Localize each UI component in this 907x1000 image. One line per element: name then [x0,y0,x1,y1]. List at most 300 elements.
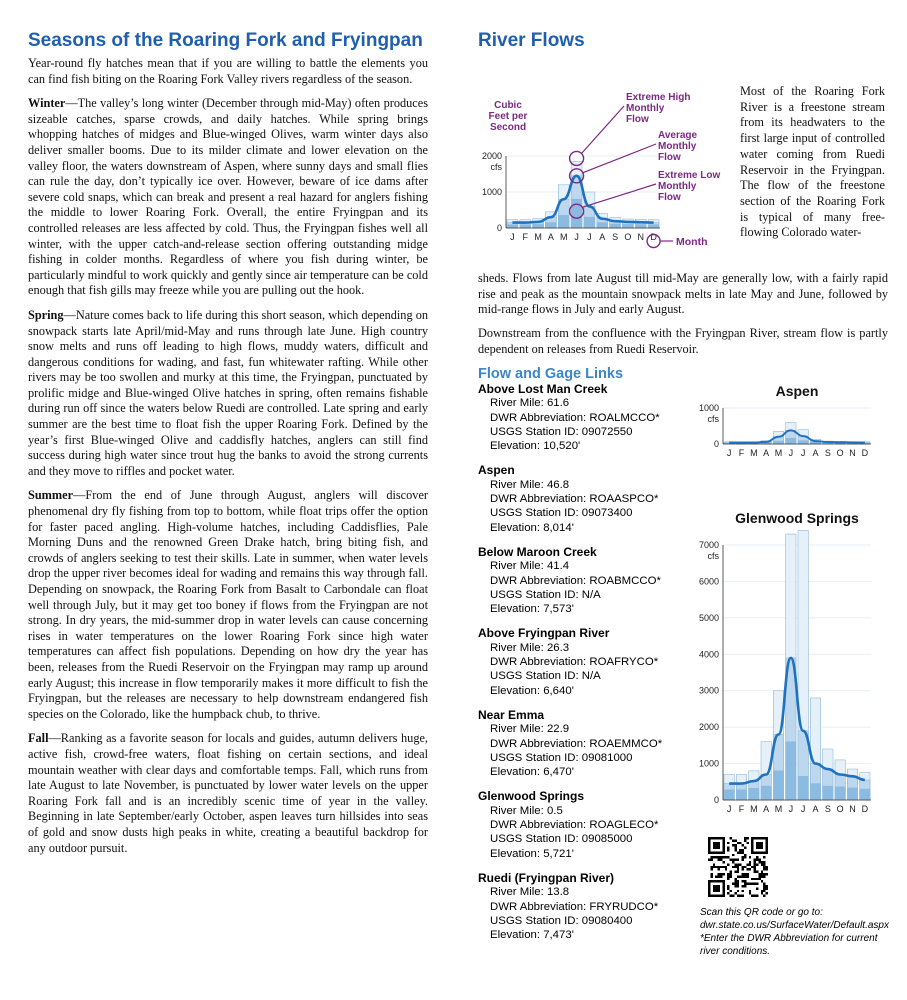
qr-module [742,859,744,861]
qr-module [718,868,720,870]
annotation-average: Average [658,130,698,141]
gage-river-mile: River Mile: 61.6 [490,397,570,410]
qr-module [710,868,712,870]
bar-low [648,225,659,228]
x-tick-label: J [510,232,515,242]
qr-module [763,890,765,892]
fall-label: Fall [28,731,49,746]
qr-module [746,883,748,885]
qr-module [761,861,763,863]
bar-low [520,225,531,228]
river-flows-column [478,30,889,957]
qr-module [744,856,746,858]
gage-list [478,382,693,942]
qr-module [744,866,746,868]
bar-low [635,225,646,228]
qr-finder [713,885,720,892]
annotation-average: Monthly [658,141,697,152]
spring-text: —Nature comes back to life during this short season, which depending on snowpack starts late April/mid-May and runs through late June. High country snow melts and runs off leading to high flows, muddy waters, difficult and dangerous conditions for wading, and fast, fun whitewater rafting. While other rivers may be too swollen and murky at this time, the Fryingpan, punctuated by prolific midge and Blue-winged Olive hatches in spring, often remains fishable during run off since the waters below Ruedi are controlled. Late spring and early summer are the best time to float fish the upper Roaring Fork. Defined by the year’s first Blue-winged Olive and caddisfly hatches, anglers can still find success during high water since trout hug the banks to avoid the strong currents and they move to riffles and pocket water. [28,307,428,478]
qr-module [746,863,748,865]
qr-module [742,844,744,846]
x-tick-label: M [534,232,542,242]
bar-low [798,776,808,800]
gage-dwr-abbreviation: DWR Abbreviation: ROABMCCO* [490,574,661,587]
seasons-title: Seasons of the Roaring Fork and Fryingpan [28,30,423,51]
qr-module [720,875,722,877]
qr-module [751,883,753,885]
qr-module [730,875,732,877]
annotation-extreme-high: Monthly [626,103,665,114]
x-tick-label: O [836,448,844,458]
qr-module [758,875,760,877]
y-tick-label: 0 [496,223,502,233]
qr-module [756,887,758,889]
y-tick-label: 1000 [481,187,502,197]
qr-module [763,873,765,875]
x-tick-label: J [788,448,794,458]
qr-module [761,880,763,882]
gage-river-mile: River Mile: 41.4 [490,560,570,573]
qr-module [722,873,724,875]
gage-river-mile: River Mile: 22.9 [490,723,570,736]
x-tick-label: S [824,804,831,814]
bar-low [584,217,595,228]
qr-module [732,861,734,863]
qr-module [734,849,736,851]
annotation-extreme-high: Extreme High [626,92,691,103]
y-tick-label: 2000 [698,722,719,733]
flow-legend-chart [478,58,733,248]
qr-module [737,863,739,865]
qr-module [761,871,763,873]
qr-module [734,871,736,873]
qr-module [737,866,739,868]
qr-module [749,890,751,892]
qr-module [737,880,739,882]
bar-low [847,788,857,800]
qr-module [737,883,739,885]
qr-module [727,892,729,894]
qr-module [730,890,732,892]
y-tick-label: 0 [713,795,719,805]
qr-module [749,892,751,894]
qr-module [713,863,715,865]
annotation-leader [582,106,624,153]
qr-module [734,839,736,841]
bar-low [507,225,518,228]
y-tick-label: 1000 [698,403,719,413]
qr-module [758,859,760,861]
qr-module [734,859,736,861]
qr-caption [700,906,890,958]
annotation-extreme-high: Flow [626,114,649,125]
river-flows-top [478,56,888,271]
qr-module [742,866,744,868]
x-tick-label: O [624,232,632,242]
qr-module [727,873,729,875]
qr-module [754,878,756,880]
qr-module [739,842,741,844]
qr-module [751,878,753,880]
qr-module [730,873,732,875]
qr-module [751,866,753,868]
qr-module [744,837,746,839]
x-tick-label: D [861,804,869,814]
bar-low [786,742,796,800]
qr-module [744,880,746,882]
x-tick-label: A [547,232,554,242]
y-axis-title: Second [489,122,527,133]
qr-module [713,866,715,868]
x-tick-label: J [788,804,794,814]
gage-usgs-station-id: USGS Station ID: 09072550 [490,425,633,438]
qr-module [718,859,720,861]
bar-low [546,223,557,228]
y-tick-label: 6000 [698,576,719,587]
qr-finder [756,842,763,849]
qr-module [734,885,736,887]
y-unit-label: cfs [490,162,502,172]
y-tick-label: 3000 [698,685,719,696]
qr-module [754,895,756,897]
qr-module [766,885,768,887]
spring-paragraph [28,308,428,480]
y-tick-label: 5000 [698,612,719,623]
qr-module [720,866,722,868]
qr-module [732,883,734,885]
bar-low [736,790,746,800]
winter-paragraph [28,96,428,299]
qr-module [766,873,768,875]
gage-name: Aspen [478,463,515,478]
bar-low [558,215,569,228]
bar-low [786,438,796,444]
bar-low [623,224,634,228]
flow-continued-text: sheds. Flows from late August till mid-May are generally low, with a fairly rapid rise and peak as the mountain snowpack melts in late May and June, followed by mid-range flows in July and early August. [478,271,888,317]
qr-module [715,866,717,868]
y-unit-label: cfs [707,414,719,424]
qr-module [756,895,758,897]
qr-module [766,868,768,870]
qr-module [727,878,729,880]
gage-usgs-station-id: USGS Station ID: 09073400 [490,507,633,520]
qr-module [710,875,712,877]
qr-module [737,885,739,887]
qr-module [749,883,751,885]
qr-module [756,871,758,873]
qr-module [754,859,756,861]
qr-caption-line3: *Enter the DWR Abbreviation for current [700,933,878,944]
bar-low [860,789,870,800]
qr-module [744,885,746,887]
x-tick-label: A [763,804,770,814]
qr-caption-line1: Scan this QR code or go to: [700,907,823,918]
qr-code[interactable] [708,837,768,897]
gage-name: Above Fryingpan River [478,626,610,641]
qr-module [744,854,746,856]
gage-links-list [478,366,693,952]
qr-module [734,883,736,885]
qr-module [739,875,741,877]
qr-module [763,868,765,870]
gage-elevation: Elevation: 6,640' [490,684,574,697]
qr-module [732,866,734,868]
qr-module [761,890,763,892]
qr-module [756,856,758,858]
gage-usgs-station-id: USGS Station ID: N/A [490,670,601,683]
qr-module [763,895,765,897]
x-tick-label: N [849,448,856,458]
gage-dwr-abbreviation: DWR Abbreviation: ROAEMMCO* [490,737,663,750]
qr-module [737,875,739,877]
qr-module [732,844,734,846]
x-tick-label: A [599,232,606,242]
qr-module [754,871,756,873]
gage-entry [478,708,693,779]
qr-module [746,873,748,875]
summer-label: Summer [28,488,74,503]
summer-text: —From the end of June through August, anglers will discover phenomenal dry fly fishing from top to bottom, while float trips offer the option for faster paced angling. High-volume hatches, including Caddisflies, Pale Morning Duns and the renowned Green Drake hatch, bring biting fish, and crowds of anglers seeking to test their skills. Late in summer, when water levels drop the upper river becomes ideal for wading and remains this way through fall. Depending on snowpack, the Roaring Fork from Basalt to Carbondale can float well through July, but it may get too boney if flows from the Fryingpan are not strong. In dry years, the mid-summer drop in water levels can cause concerning rises in water temperatures on the lower Roaring Fork since high water temperatures can affect fish populations. Depending on how dry the year has been, releases from the Ruedi Reservoir on the Fryingpan may ramp up around early August; this increase in flow temporarily makes it more difficult to fish the Fryingpan, but the releases are necessary to help downstream endangered fish species on the Colorado, like the humpback chub, to thrive. [28,488,428,721]
bar-low [798,441,808,444]
qr-module [710,859,712,861]
glenwood-springs-chart [693,508,873,823]
gage-entry [478,382,693,453]
gage-usgs-station-id: USGS Station ID: 09085000 [490,833,633,846]
gage-elevation: Elevation: 8,014' [490,521,574,534]
qr-module [749,856,751,858]
qr-module [727,856,729,858]
gage-entry [478,626,693,697]
gage-name: Glenwood Springs [478,789,585,804]
y-unit-label: cfs [707,551,719,561]
x-tick-label: N [637,232,644,242]
annotation-leader [583,144,656,173]
gage-elevation: Elevation: 5,721' [490,847,574,860]
bar-low [773,771,783,800]
qr-module [734,847,736,849]
gage-river-mile: River Mile: 46.8 [490,478,570,491]
qr-module [761,892,763,894]
qr-module [742,890,744,892]
qr-module [713,856,715,858]
bar-low [810,784,820,800]
bar-low [610,224,621,228]
flow-downstream-text: Downstream from the confluence with the Fryingpan River, stream flow is partly dependent on releases from Ruedi Reservoir. [478,326,888,356]
average-flow-line [512,176,653,223]
chart-title: Aspen [775,383,819,399]
qr-module [727,887,729,889]
x-tick-label: J [800,448,806,458]
qr-module [722,861,724,863]
qr-module [746,842,748,844]
qr-module [737,890,739,892]
qr-module [756,859,758,861]
x-tick-label: J [726,804,732,814]
qr-module [744,875,746,877]
x-tick-label: N [849,804,856,814]
qr-module [754,861,756,863]
gage-links-title: Flow and Gage Links [478,366,624,382]
qr-module [754,866,756,868]
seasons-intro: Year-round fly hatches mean that if you are willing to battle the elements you can find fish biting on the Roaring Fork Valley rivers regardless of the season. [28,56,428,86]
qr-module [742,873,744,875]
x-tick-label: F [738,804,745,814]
x-tick-label: F [522,232,528,242]
y-tick-label: 2000 [481,151,502,161]
y-axis-title: Cubic [494,100,522,111]
qr-module [734,880,736,882]
bar-low [773,441,783,444]
qr-module [715,856,717,858]
qr-module [746,868,748,870]
y-tick-label: 0 [713,439,719,449]
qr-module [722,856,724,858]
seasons-column [28,30,428,865]
x-tick-label: F [738,448,745,458]
qr-module [766,892,768,894]
qr-module [737,842,739,844]
gage-river-mile: River Mile: 13.8 [490,886,570,899]
qr-caption-url[interactable]: dwr.state.co.us/SurfaceWater/Default.aspx [700,920,889,931]
y-axis-title: Feet per [488,111,528,122]
qr-module [715,875,717,877]
qr-module [754,883,756,885]
qr-module [727,885,729,887]
x-tick-label: A [812,804,819,814]
gage-elevation: Elevation: 6,470' [490,766,574,779]
qr-module [734,892,736,894]
bar-low [761,786,771,800]
chart-title: Glenwood Springs [735,510,859,526]
bar-low [835,787,845,800]
river-flows-title: River Flows [478,30,585,51]
qr-module [763,883,765,885]
gage-entry [478,789,693,860]
qr-module [725,868,727,870]
gage-entry [478,545,693,616]
fall-paragraph [28,731,428,856]
x-tick-label: M [774,448,783,458]
qr-module [734,878,736,880]
qr-finder [713,842,720,849]
qr-module [734,866,736,868]
qr-module [737,859,739,861]
x-tick-label: J [587,232,592,242]
bar-low [597,223,608,228]
qr-module [758,878,760,880]
x-tick-label: S [824,448,831,458]
qr-module [763,866,765,868]
x-tick-label: M [774,804,783,814]
qr-module [727,875,729,877]
gage-name: Above Lost Man Creek [478,382,608,396]
qr-module [739,851,741,853]
average-flow-line [729,430,865,442]
x-tick-label: J [574,232,579,242]
flow-float-text-block [740,84,885,241]
qr-module [763,885,765,887]
qr-module [718,875,720,877]
qr-module [727,847,729,849]
qr-module [710,856,712,858]
gage-dwr-abbreviation: DWR Abbreviation: ROAGLECO* [490,819,659,832]
qr-module [756,878,758,880]
qr-module [749,861,751,863]
qr-module [739,895,741,897]
gage-dwr-abbreviation: DWR Abbreviation: FRYRUDCO* [490,900,659,913]
gage-name: Below Maroon Creek [478,544,597,559]
qr-module [718,856,720,858]
qr-module [744,873,746,875]
winter-text: —The valley’s long winter (December through mid-May) often produces sizeable catches, sparse crowds, and daily hatches. While spring brings whopping hatches of midges and Blue-winged Olives, warm winter days also deliver smaller booms. Due to its milder climate and lower elevation on the valley floor, the waters downstream of Aspen, where sunny days and small flies can rule the day, don’t typically ice over. However, beware of ice dams after severe cold snaps, which can break and present a real hazard for anglers fishing the middle to lower Roaring Fork. Overall, the entire Fryingpan and its controlled releases are less affected by cold. Thus, the Fryingpan fishes well all winter, with the upper catch-and-release section offering outstanding midge fishing in colder months. Regardless of where you fish during winter, be particularly mindful to work quickly and gently since air temperature can be cold enough that fish gills may freeze while you are pulling out the hook. [28,96,428,298]
qr-module [718,866,720,868]
gage-dwr-abbreviation: DWR Abbreviation: ROALMCCO* [490,411,660,424]
gage-dwr-abbreviation: DWR Abbreviation: ROAFRYCO* [490,656,659,669]
qr-module [742,885,744,887]
gage-usgs-station-id: USGS Station ID: N/A [490,588,601,601]
qr-caption-line4: river conditions. [700,946,771,957]
gage-elevation: Elevation: 7,473' [490,929,574,942]
x-tick-label: J [726,448,732,458]
x-tick-label: M [560,232,568,242]
qr-module [739,863,741,865]
annotation-average: Flow [658,152,681,163]
qr-module [710,873,712,875]
x-tick-label: J [800,804,806,814]
gage-entry [478,871,693,942]
qr-module [730,871,732,873]
fall-text: —Ranking as a favorite season for locals and guides, autumn delivers huge, active fish, crowd-free waters, float fishing on certain sections, and ideal mountain weather with clear days and comfortable temps. Fall, which runs from late August to late November, is punctuated by lower water levels on the upper Roaring Fork fall and is an incredibly scenic time of year in the valley. Beginning in late September/early October, aspen leaves turn hillsides into seas of gold and snow dusts high peaks in white, creating a beautiful backdrop for any outdoor pursuit. [28,731,428,855]
qr-module [766,866,768,868]
qr-module [756,883,758,885]
qr-module [742,856,744,858]
gage-name: Near Emma [478,707,545,722]
qr-module [732,839,734,841]
qr-module [763,863,765,865]
qr-module [742,880,744,882]
gage-river-mile: River Mile: 0.5 [490,804,563,817]
x-tick-label: M [750,804,758,814]
x-tick-label: M [750,448,758,458]
winter-label: Winter [28,96,66,111]
qr-module [749,863,751,865]
qr-module [737,851,739,853]
qr-module [744,839,746,841]
qr-module [730,837,732,839]
x-tick-label: S [612,232,619,242]
qr-module [744,847,746,849]
qr-module [763,861,765,863]
y-tick-label: 7000 [698,540,719,550]
bar-low [823,786,833,800]
qr-module [732,854,734,856]
qr-module [761,873,763,875]
qr-module [727,849,729,851]
qr-module [730,895,732,897]
bar-low [749,788,759,800]
x-tick-label: A [812,448,819,458]
qr-module [763,875,765,877]
gage-usgs-station-id: USGS Station ID: 09081000 [490,751,633,764]
qr-module [746,837,748,839]
annotation-extreme-low: Flow [658,192,681,203]
qr-module [708,859,710,861]
qr-module [727,842,729,844]
qr-module [734,863,736,865]
y-tick-label: 1000 [698,758,719,769]
gage-elevation: Elevation: 10,520' [490,440,581,453]
qr-module [734,844,736,846]
